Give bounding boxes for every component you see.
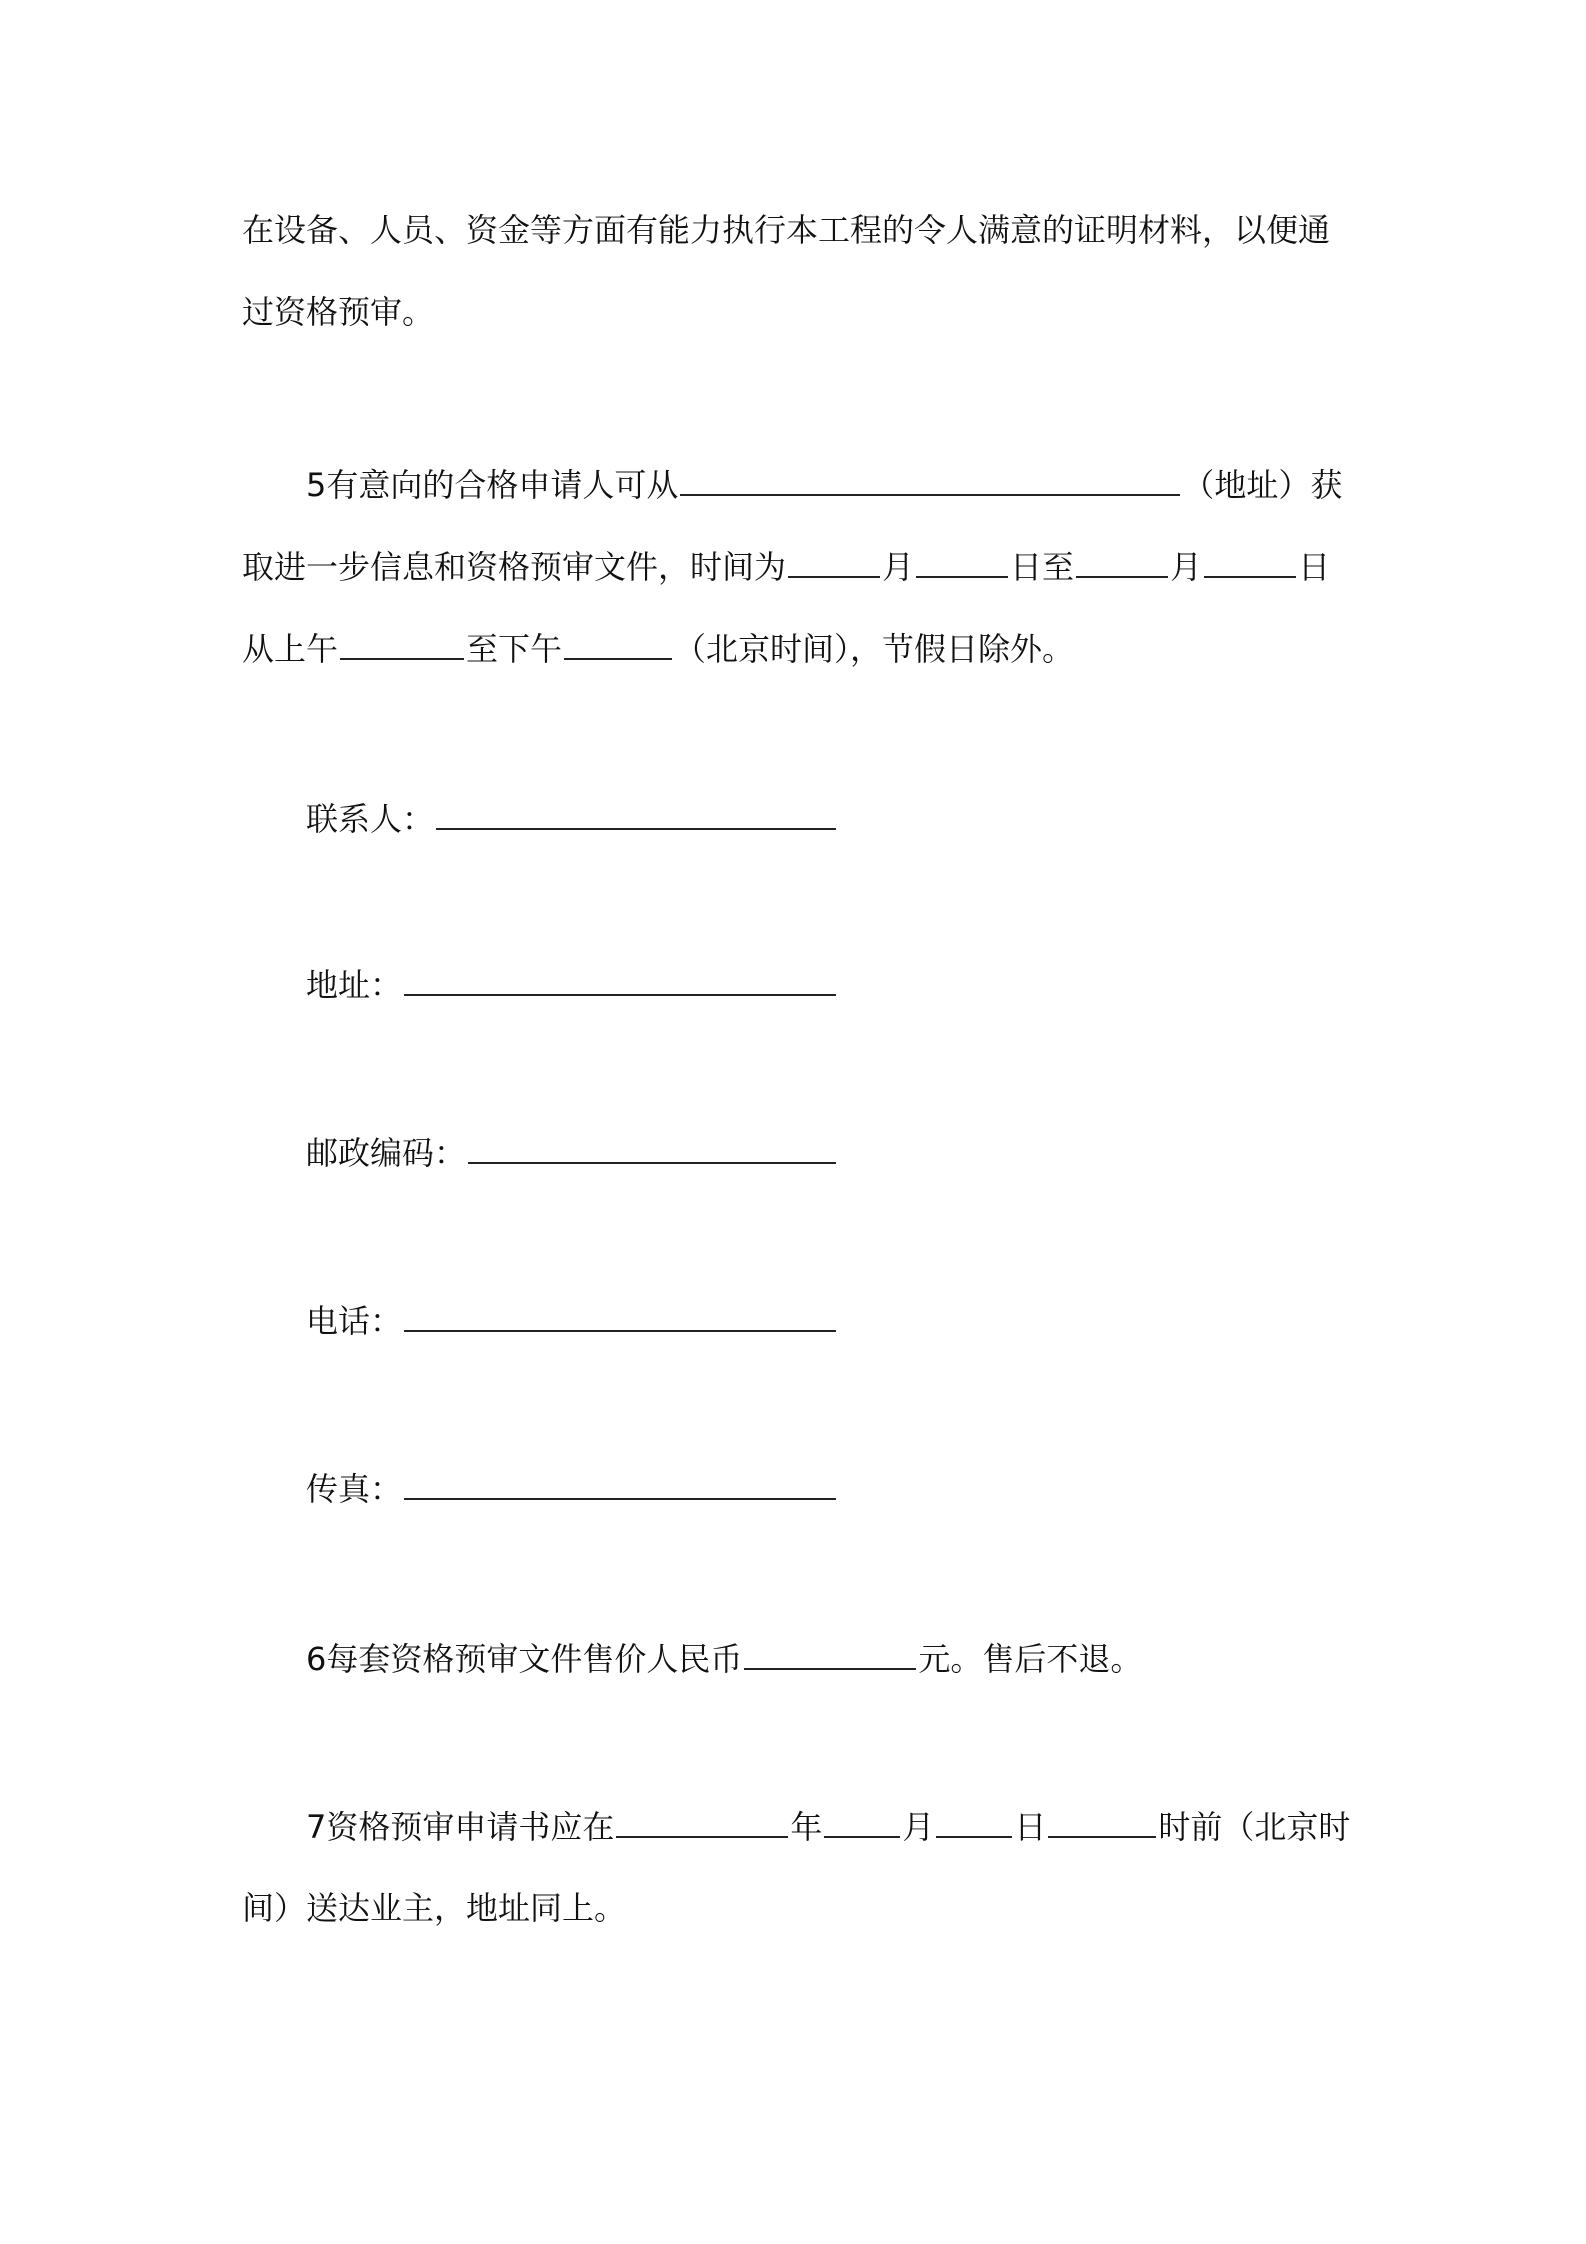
deadline-month-blank[interactable] — [824, 1806, 900, 1838]
year-label: 年 — [790, 1808, 823, 1846]
fax-label: 传真： — [306, 1470, 403, 1508]
am-label: 从上午 — [242, 630, 339, 668]
month-label-2: 月 — [1170, 548, 1203, 586]
address-field-blank[interactable] — [404, 964, 836, 996]
para6-text-b: 元。售后不退。 — [918, 1640, 1143, 1678]
contact-person-row — [306, 798, 838, 838]
para5-text-c: 取进一步信息和资格预审文件，时间为 — [242, 548, 787, 586]
para5-text-a: 5有意向的合格申请人可从 — [306, 466, 679, 504]
postcode-row — [306, 1132, 838, 1172]
para5-line3 — [242, 628, 1074, 668]
address-row — [306, 964, 838, 1004]
address-label: 地址： — [306, 966, 403, 1004]
month-label: 月 — [882, 548, 915, 586]
start-month-blank[interactable] — [788, 546, 880, 578]
deadline-hour-blank[interactable] — [1048, 1806, 1156, 1838]
end-day-blank[interactable] — [1204, 546, 1296, 578]
month-label-3: 月 — [902, 1808, 935, 1846]
fax-row — [306, 1468, 838, 1508]
address-blank[interactable] — [680, 464, 1180, 496]
phone-blank[interactable] — [404, 1300, 836, 1332]
am-time-blank[interactable] — [340, 628, 464, 660]
para7-text-a: 7资格预审申请书应在 — [306, 1808, 615, 1846]
para6-line — [306, 1638, 1142, 1678]
pm-label: 至下午 — [466, 630, 563, 668]
postcode-blank[interactable] — [468, 1132, 836, 1164]
start-day-blank[interactable] — [916, 546, 1008, 578]
para4-line2: 过资格预审。 — [242, 293, 435, 331]
phone-label: 电话： — [306, 1302, 403, 1340]
para5-text-b: （地址）获 — [1182, 466, 1343, 504]
para5-line2 — [242, 546, 1330, 586]
price-blank[interactable] — [744, 1638, 916, 1670]
para4-line1: 在设备、人员、资金等方面有能力执行本工程的令人满意的证明材料，以便通 — [242, 211, 1331, 249]
contact-person-blank[interactable] — [436, 798, 836, 830]
pm-time-blank[interactable] — [564, 628, 672, 660]
end-month-blank[interactable] — [1076, 546, 1168, 578]
day-label-2: 日 — [1014, 1808, 1047, 1846]
deadline-year-blank[interactable] — [616, 1806, 788, 1838]
contact-person-label: 联系人： — [306, 800, 435, 838]
day-label: 日 — [1298, 548, 1331, 586]
phone-row — [306, 1300, 838, 1340]
para6-text-a: 6每套资格预审文件售价人民币 — [306, 1640, 743, 1678]
fax-blank[interactable] — [404, 1468, 836, 1500]
day-to-label: 日至 — [1010, 548, 1075, 586]
para7-text-e: 时前（北京时 — [1158, 1808, 1351, 1846]
para5-line1 — [306, 464, 1342, 504]
postcode-label: 邮政编码： — [306, 1134, 467, 1172]
para7-line2: 间）送达业主，地址同上。 — [242, 1889, 627, 1927]
para5-tail: （北京时间），节假日除外。 — [674, 630, 1075, 668]
deadline-day-blank[interactable] — [936, 1806, 1012, 1838]
para7-line1 — [306, 1806, 1350, 1846]
